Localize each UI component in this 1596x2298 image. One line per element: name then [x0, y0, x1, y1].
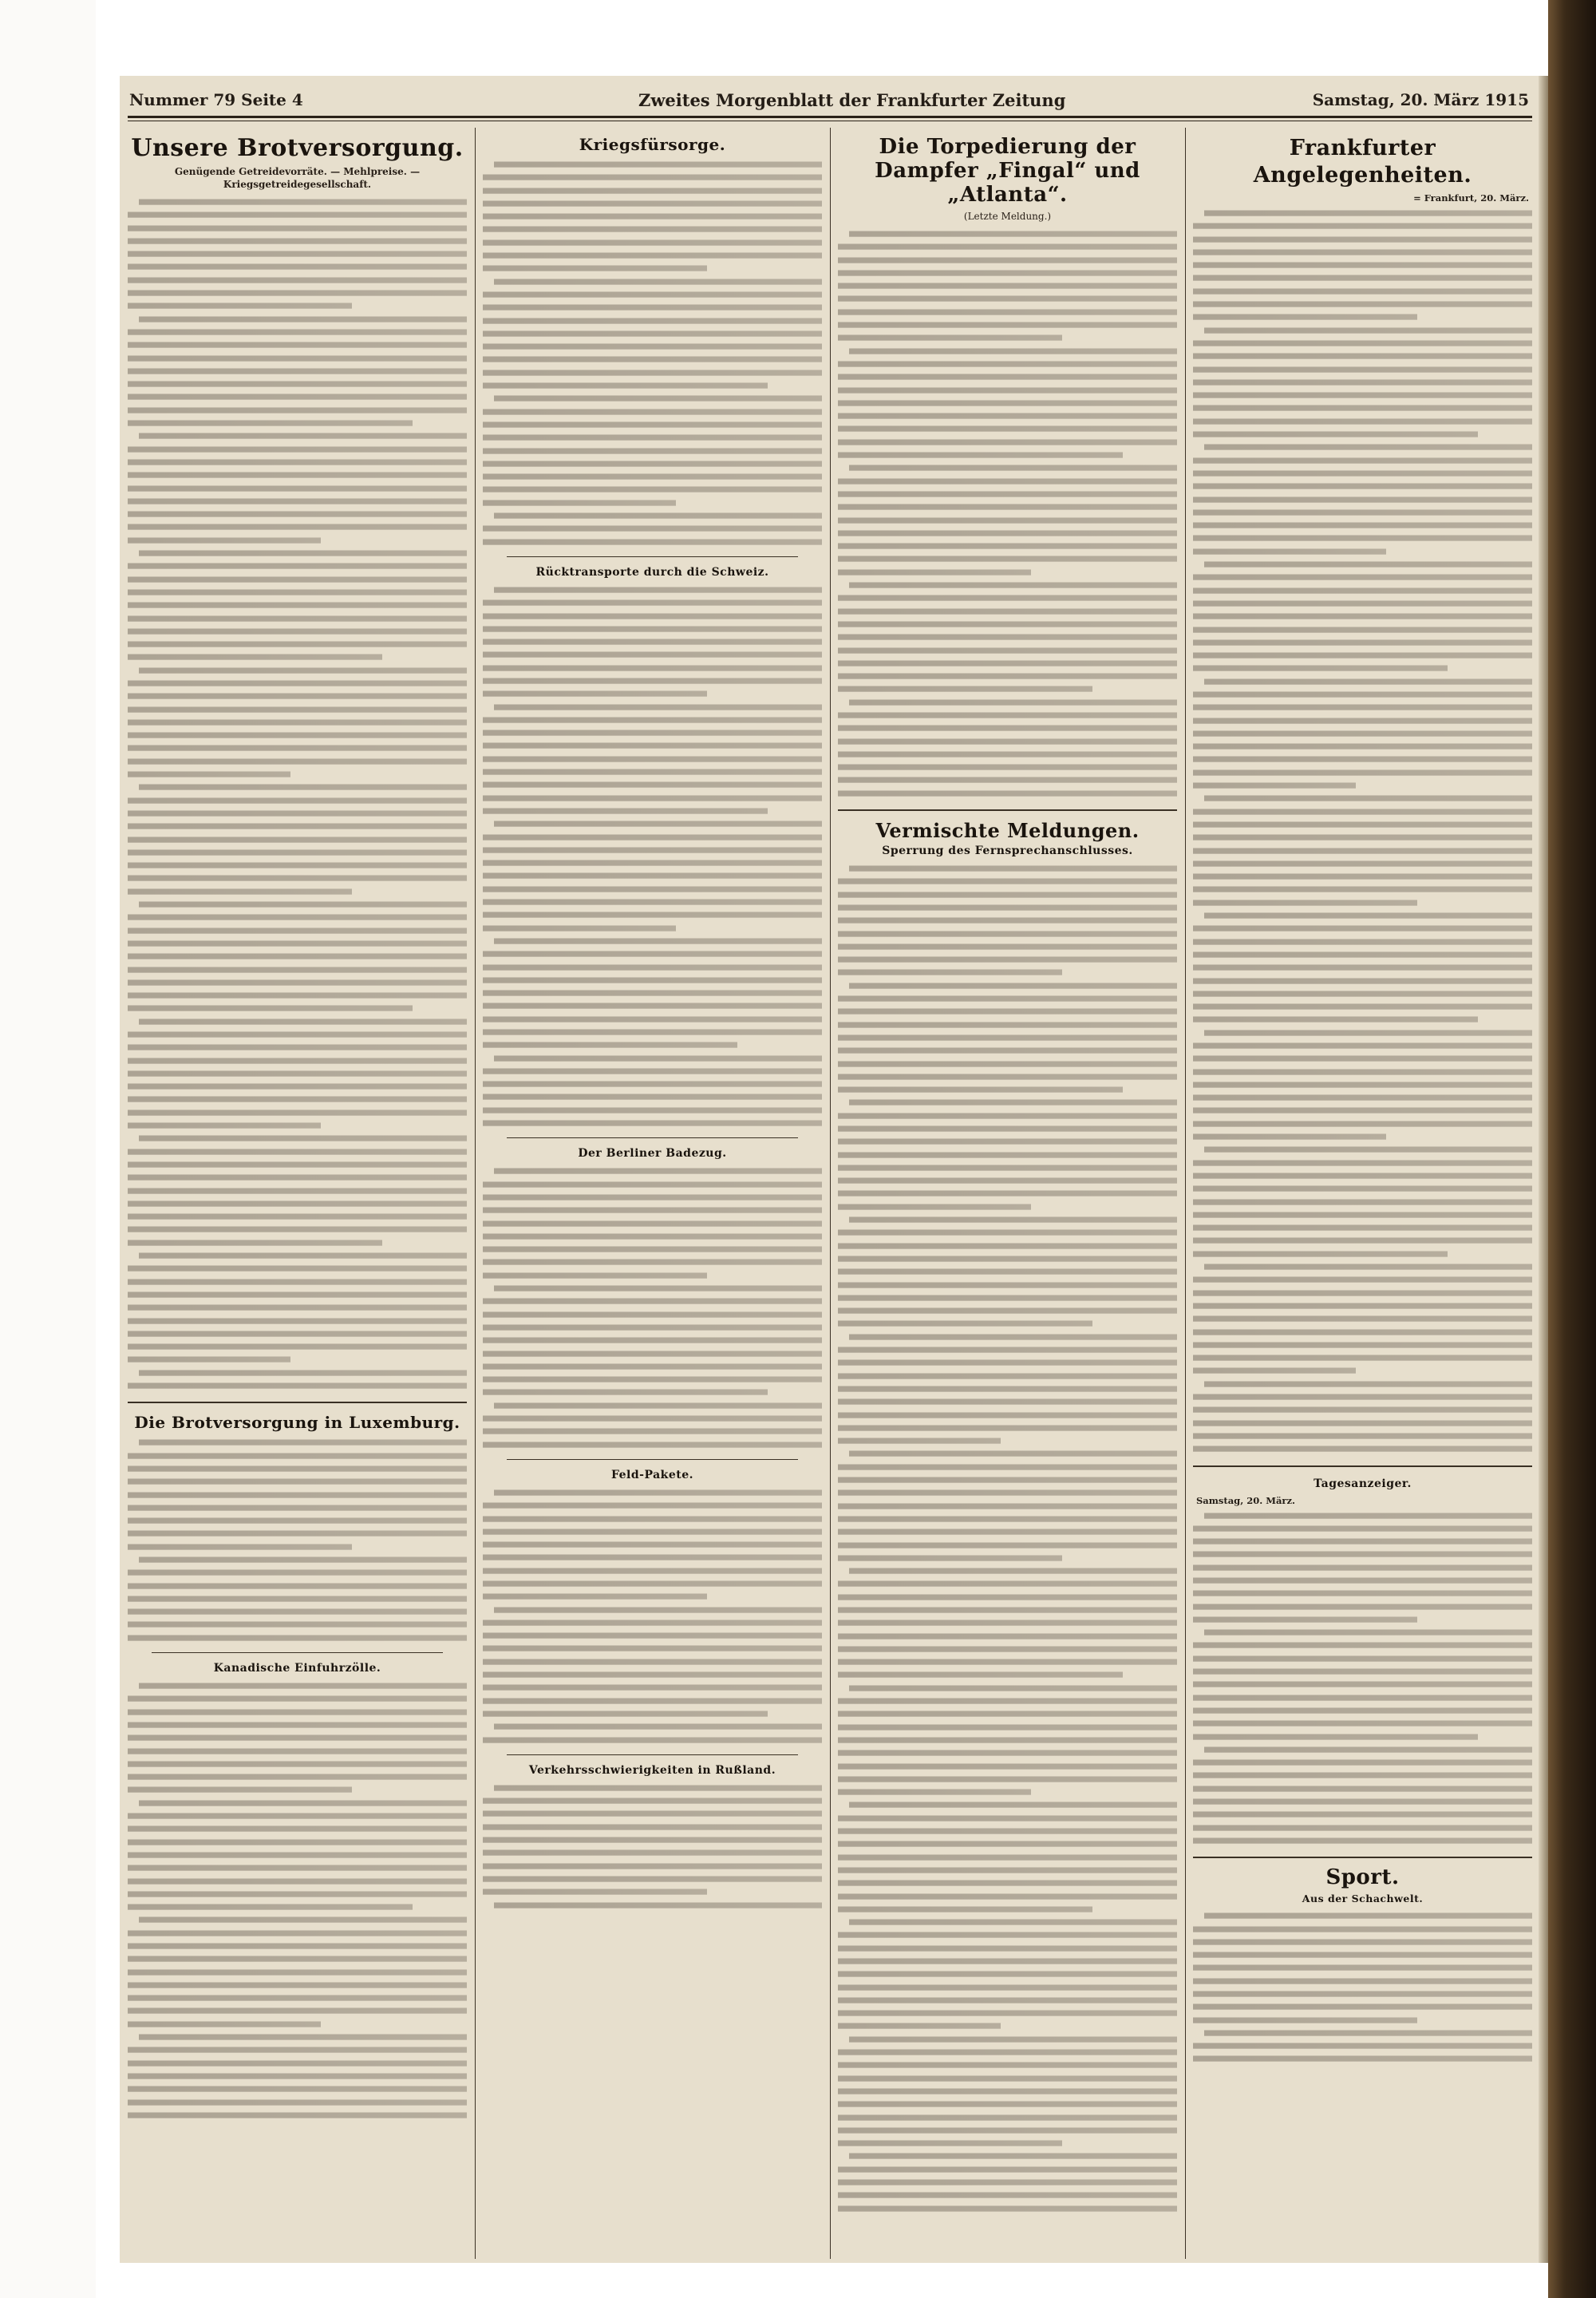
section-rule [128, 1402, 467, 1403]
masthead-rule [128, 116, 1532, 118]
section-rule [838, 809, 1177, 811]
column-4 [1193, 132, 1532, 2255]
book-binding [1548, 0, 1596, 2298]
page-edge [1539, 76, 1548, 2263]
article-dek: Genügende Getreidevorräte. — Mehlpreise. — Kriegsgetreidegesellschaft. [174, 166, 421, 190]
newspaper-title: Zweites Morgenblatt der Frankfurter Zeitung [638, 90, 1066, 110]
column-rule [475, 128, 476, 2259]
article-headline: Kanadische Einfuhrzölle. [213, 1662, 381, 1675]
section-rule [507, 556, 798, 557]
article-headline: Kriegsfürsorge. [579, 135, 726, 154]
masthead [120, 84, 1548, 124]
section-rule [507, 1754, 798, 1755]
section-headline: Sport. [1325, 1865, 1400, 1890]
article-dek: (Letzte Meldung.) [963, 211, 1052, 222]
article-headline: Die Torpedierung der Dampfer „Fingal“ und „Atlanta“. [875, 135, 1140, 207]
article-body [1193, 207, 1532, 1456]
event-listings [1193, 1509, 1532, 1848]
article-body [838, 227, 1177, 800]
section-headline: Frankfurter Angelegenheiten. [1253, 136, 1472, 188]
column-1 [128, 132, 467, 2255]
article-headline: Sperrung des Fernsprechanschlusses. [882, 844, 1133, 858]
article-headline: Die Brotversorgung in Luxemburg. [134, 1413, 460, 1433]
article-headline: Unsere Brotversorgung. [131, 134, 464, 162]
section-rule [507, 1137, 798, 1138]
dateline: = Frankfurt, 20. März. [1413, 192, 1529, 204]
article-headline: Verkehrsschwierigkeiten in Rußland. [528, 1763, 776, 1777]
article-body [483, 1486, 822, 1746]
article-body [128, 1679, 467, 2122]
article-headline: Feld-Pakete. [610, 1468, 694, 1481]
section-rule [1193, 1857, 1532, 1858]
section-rule [507, 1459, 798, 1460]
article-headline: Aus der Schachwelt. [1302, 1893, 1424, 1905]
scan-margin [0, 0, 96, 2298]
issue-number: Nummer 79 Seite 4 [129, 90, 303, 109]
article-body [483, 158, 822, 548]
issue-date: Samstag, 20. März 1915 [1312, 90, 1529, 109]
article-body [483, 1782, 822, 1912]
column-3 [838, 132, 1177, 2255]
article-body [483, 1165, 822, 1451]
section-headline: Tagesanzeiger. [1314, 1477, 1412, 1490]
section-rule [152, 1652, 443, 1653]
column-rule [830, 128, 831, 2259]
article-body [1193, 1909, 1532, 2066]
article-body [128, 196, 467, 1392]
article-body [128, 1436, 467, 1644]
section-rule [1193, 1465, 1532, 1467]
article-headline: Rücktransporte durch die Schweiz. [535, 565, 769, 579]
article-headline: Der Berliner Badezug. [578, 1147, 727, 1161]
listing-date: Samstag, 20. März. [1196, 1494, 1295, 1506]
column-2 [483, 132, 822, 2255]
section-headline: Vermischte Meldungen. [875, 819, 1140, 843]
column-rule [1185, 128, 1186, 2259]
article-body [838, 862, 1177, 2215]
article-body [483, 583, 822, 1129]
